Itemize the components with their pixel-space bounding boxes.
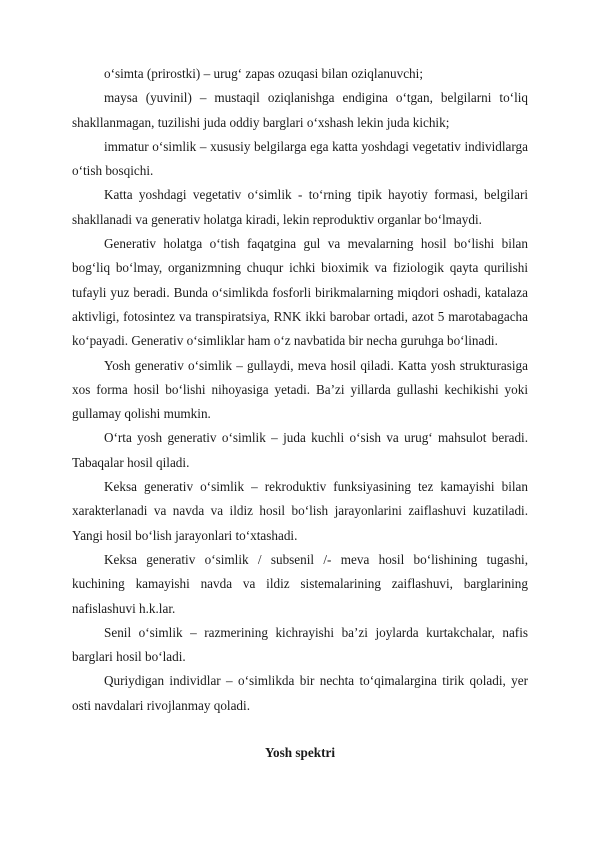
paragraph-immatur: immatur o‘simlik – xususiy belgilarga ega katta yoshdagi vegetativ individlarga o‘tish bosqichi.: [72, 138, 528, 179]
paragraph-subsenil: Keksa generativ o‘simlik / subsenil /- meva hosil bo‘lishining tugashi, kuchining kamayishi navda va ildiz sistemalarining zaiflashuvi, barglarining nafislashuvi h.k.lar.: [72, 551, 528, 616]
section-heading: Yosh spektri: [265, 745, 335, 761]
paragraph-senil: Senil o‘simlik – razmerining kichrayishi ba’zi joylarda kurtakchalar, nafis barglari hosil bo‘ladi.: [72, 624, 528, 665]
document-page: [72, 62, 528, 765]
paragraph-katta-yoshdagi-vegetativ: Katta yoshdagi vegetativ o‘simlik - to‘rning tipik hayotiy formasi, belgilari shakllanadi va generativ holatga kiradi, lekin reproduktiv organlar bo‘lmaydi.: [72, 187, 528, 227]
paragraph-maysa: maysa (yuvinil) – mustaqil oziqlanishga endigina o‘tgan, belgilarni to‘liq shakllanmagan, tuzilishi juda oddiy barglari o‘xshash lekin juda kichik;: [72, 90, 528, 130]
paragraph-keksa-generativ: Keksa generativ o‘simlik – rekroduktiv funksiyasining tez kamayishi bilan xarakterlanadi va navda va ildiz hosil bo‘lish jarayonlarini zaiflashuvi kuzatiladi. Yangi hosil bo‘lish jarayonlari to‘xtashadi.: [72, 479, 528, 543]
paragraph-orta-yosh-generativ: O‘rta yosh generativ o‘simlik – juda kuchli o‘sish va urug‘ mahsulot beradi. Tabaqalar hosil qiladi.: [72, 430, 528, 470]
paragraph-generativ-holat: Generativ holatga o‘tish faqatgina gul va mevalarning hosil bo‘lishi bilan bog‘liq bo‘lmay, organizmning chuqur ichki bioximik va fiziologik qayta qurilishi tufayli yuz beradi. Bunda o‘simlikda fosforli birikmalarning miqdori oshadi, katalaza aktivligi, fotosintez va transpiratsiya, RNK ikki barobar ortadi, azot 5 marotabagacha ko‘payadi. Generativ o‘simliklar ham o‘z navbatida bir necha guruhga bo‘linadi.: [72, 236, 528, 349]
paragraph-osimta: o‘simta (prirostki) – urug‘ zapas ozuqasi bilan oziqlanuvchi;: [104, 66, 423, 81]
paragraph-yosh-generativ: Yosh generativ o‘simlik – gullaydi, meva hosil qiladi. Katta yosh strukturasiga xos forma hosil bo‘lishi nihoyasiga yetadi. Ba’zi yillarda gullashi kechikishi yoki gullamay qolishi mumkin.: [72, 357, 528, 422]
paragraph-quriydigan: Quriydigan individlar – o‘simlikda bir nechta to‘qimalargina tirik qoladi, yer osti navdalari rivojlanmay qoladi.: [72, 673, 528, 713]
